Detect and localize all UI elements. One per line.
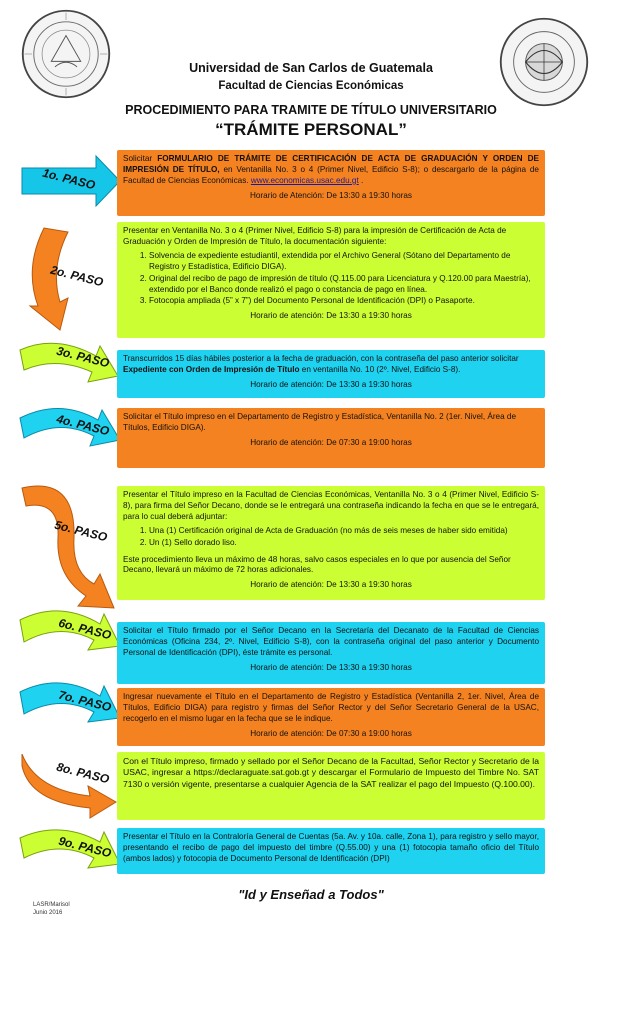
step-4-label: 4o. PASO (55, 411, 111, 439)
step-7-arrow (16, 668, 126, 742)
step-5-text: Presentar el Título impreso en la Facultad de Ciencias Económicas, Ventanilla No. 3 o 4 (Primer Nivel, Edificio S-8), para firma del Señor Decano, donde se le entregará una contraseña indicando la fecha en que se le entregará, para lo cual deberá adjuntar: (123, 490, 539, 521)
step-2-hours: Horario de atención: De 13:30 a 19:30 horas (250, 311, 412, 321)
step-5-arrow (16, 468, 126, 618)
step-1-text-bold: FORMULARIO DE TRÁMITE DE CERTIFICACIÓN DE ACTA DE GRADUACIÓN Y ORDEN DE IMPRESIÓN DE TÍTULO, (123, 154, 539, 174)
step-1-hours: Horario de Atención: De 13:30 a 19:30 horas (249, 190, 413, 200)
faculty-name: Facultad de Ciencias Económicas (218, 80, 404, 92)
step-7-box (117, 688, 545, 746)
step-4-box (117, 408, 545, 468)
step-5-list (123, 526, 539, 549)
step-6-arrow (16, 598, 126, 670)
step-2-box (117, 222, 545, 338)
faculty-website-link[interactable]: www.economicas.usac.edu.gt (250, 175, 359, 185)
step-2-label: 2o. PASO (49, 262, 105, 290)
step-6-hours: Horario de atención: De 13:30 a 19:30 horas (250, 662, 412, 672)
step-1-label: 1o. PASO (41, 165, 97, 193)
step-8-arrow (16, 744, 126, 820)
list-item: 1. Una (1) Certificación original de Acta de Graduación (no más de seis meses de haber sido emitida) (149, 526, 539, 537)
step-3-hours: Horario de atención: De 13:30 a 19:30 horas (250, 379, 412, 389)
step-9-arrow (16, 818, 126, 888)
step-3-label: 3o. PASO (55, 343, 111, 371)
step-5-note: Este procedimiento lleva un máximo de 48 horas, salvo casos especiales en lo que por ausencia del Señor Decano, llevará un máximo de 72 horas adicionales. (123, 554, 511, 575)
author-note: LASR/Marisol (33, 902, 70, 908)
step-1-text-post: en Ventanilla No. 3 o 4 (Primer Nivel, Edificio S-8); o descargarlo de la página de Facultad de Ciencias Económicas. (123, 164, 539, 185)
step-1-text-pre: Solicitar (123, 154, 158, 163)
step-6-text: Solicitar el Título firmado por el Señor Decano en la Secretaría del Decanato de la Facultad de Ciencias Económicas (Oficina 234, 2º. Nivel, Edificio S-8), con la contraseña original del paso anterior y Documento Personal de Identificación (DPI), éste trámite es personal. (123, 626, 539, 657)
page-title: PROCEDIMIENTO PARA TRAMITE DE TÍTULO UNIVERSITARIO (125, 103, 497, 117)
list-item: 2. Original del recibo de pago de impresión de título (Q.115.00 para Licenciatura y Q.120.00 para Maestría), extendido por el Banco donde realizó el pago o constancia de pago en línea. (149, 274, 539, 296)
step-7-label: 7o. PASO (57, 687, 113, 715)
step-7-hours: Horario de atención: De 07:30 a 19:00 horas (250, 728, 412, 738)
step-6-label: 6o. PASO (57, 615, 113, 643)
step-2-list (123, 251, 539, 308)
step-9-text: Presentar el Título en la Contraloría General de Cuentas (5a. Av. y 10a. calle, Zona 1), para registro y sello mayor, presentando el recibo de pago del impuesto del timbre (Q.55.00) y una (1) fotocopia tamaño oficio del Título (ambos lados) y fotocopia de Documento Personal de Identificación (DPI) (123, 832, 539, 863)
list-item: 3. Fotocopia ampliada (5” x 7”) del Documento Personal de Identificación (DPI) o Pasaporte. (149, 296, 539, 307)
step-8-label: 8o. PASO (55, 759, 111, 787)
step-9-box (117, 828, 545, 874)
step-4-hours: Horario de atención: De 07:30 a 19:00 horas (250, 437, 412, 447)
step-3-text-post: en ventanilla No. 10 (2º. Nivel, Edificio S-8). (299, 364, 461, 374)
step-5-hours: Horario de atención: De 13:30 a 19:30 horas (250, 580, 412, 590)
university-name: Universidad de San Carlos de Guatemala (189, 61, 433, 75)
step-4-arrow (16, 396, 126, 462)
step-8-text: Con el Título impreso, firmado y sellado por el Señor Decano de la Facultad, Señor Rector y Secretario de la USAC, ingresar a https://declaraguate.sat.gob.gt y descargar el Formulario de Impuesto del Timbre No. SAT 7130 o versión vigente, presentarse a cualquier Agencia de la SAT realizar el pago del Impuesto (Q.100.00). (123, 756, 539, 789)
list-item: 1. Solvencia de expediente estudiantil, extendida por el Archivo General (Sótano del Departamento de Registro y Estadística, Edificio DIGA). (149, 251, 539, 273)
page-subtitle: “TRÁMITE PERSONAL” (215, 120, 407, 139)
step-7-text: Ingresar nuevamente el Título en el Departamento de Registro y Estadística (Ventanilla 2, 1er. Nivel, Área de Títulos, Edificio DIGA) para registro y firmas del Señor Rector y del Señor Secretario General de la USAC, recogerlo en el mismo lugar en la fecha que se le indique. (123, 692, 539, 723)
step-3-text-pre: Transcurridos 15 días hábiles posterior a la fecha de graduación, con la contraseña del paso anterior solicitar (123, 354, 519, 363)
step-3-box (117, 350, 545, 398)
date-note: Junio 2016 (33, 910, 63, 916)
step-1-arrow (16, 152, 126, 210)
step-3-text-bold: Expediente con Orden de Impresión de Título (123, 364, 300, 374)
step-5-label: 5o. PASO (53, 517, 109, 545)
step-2-text: Presentar en Ventanilla No. 3 o 4 (Primer Nivel, Edificio S-8) para la impresión de Certificación de Acta de Graduación y Orden de Impresión de Título, la documentación siguiente: (123, 226, 507, 246)
step-6-box (117, 622, 545, 684)
step-8-box (117, 752, 545, 820)
step-5-box (117, 486, 545, 600)
motto: "Id y Enseñad a Todos" (238, 887, 384, 902)
list-item: 2. Un (1) Sello dorado liso. (149, 538, 539, 549)
step-2-arrow (16, 224, 126, 334)
step-4-text: Solicitar el Título impreso en el Departamento de Registro y Estadística, Ventanilla No. 2 (1er. Nivel, Área de Títulos, Edificio DIGA). (123, 412, 517, 432)
step-1-box: Solicitar FORMULARIO DE TRÁMITE DE CERTIFICACIÓN DE ACTA DE GRADUACIÓN Y ORDEN DE IMPRESIÓN DE TÍTULO, en Ventanilla No. 3 o 4 (Primer Nivel, Edificio S-8); o descargarlo de la página de Facultad de Ciencias Económicas. www.economicas.usac.edu.gt . Horario de Atención: De 13:30 a 19:30 horas (117, 150, 545, 216)
step-3-arrow (16, 330, 126, 400)
step-9-label: 9o. PASO (57, 833, 113, 861)
